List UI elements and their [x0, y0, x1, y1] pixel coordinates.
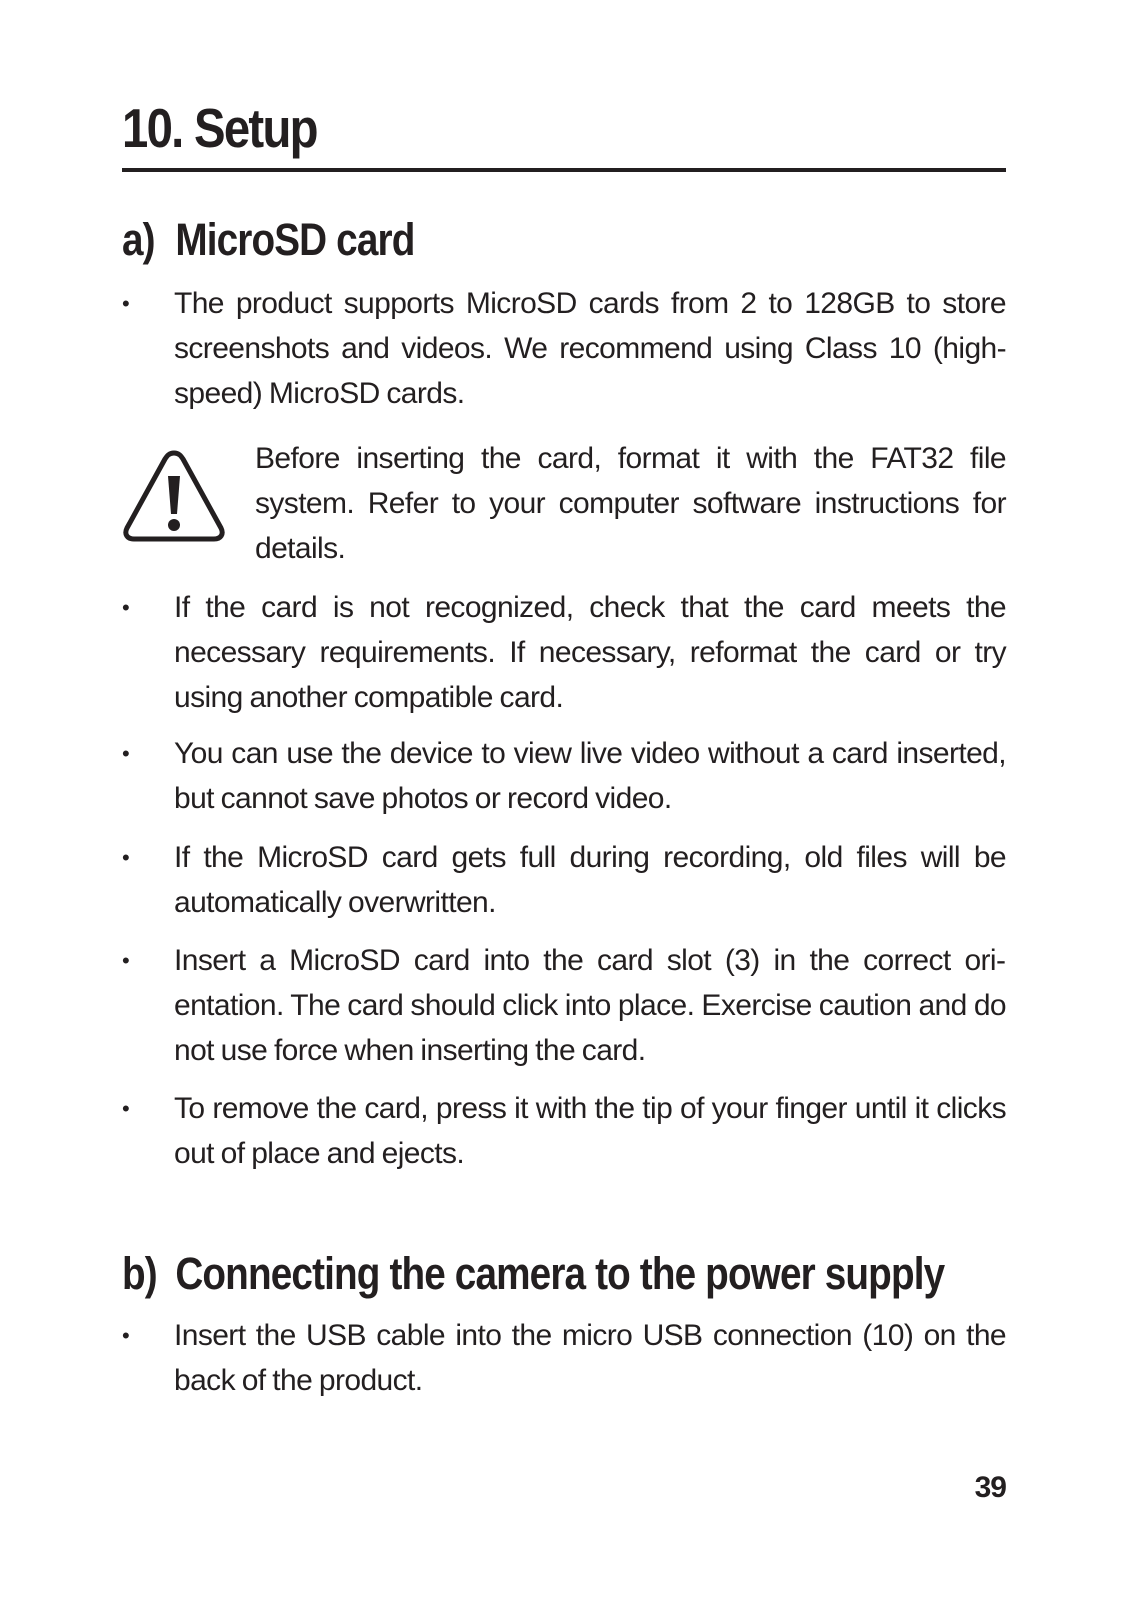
list-item-text: The product supports MicroSD cards from 2 to 128GB to store screenshots and videos. We recommend using Class 10 (high-speed) MicroSD cards.: [174, 287, 1006, 410]
bullet: •: [122, 1323, 130, 1348]
list-item-text: If the MicroSD card gets full during recording, old files will be automatically overwritten.: [174, 841, 1006, 919]
list-item-text: If the card is not recognized, check that the card meets the necessary requirements. If necessary, reformat the card or try using another compatible card.: [174, 591, 1006, 714]
section-b-title: Connecting the camera to the power supply: [175, 1248, 945, 1299]
page-number: 39: [974, 1471, 1006, 1504]
warning-note-text: Before inserting the card, format it with the FAT32 file system. Refer to your computer software instructions for details.: [255, 442, 1006, 565]
bullet: •: [122, 948, 130, 973]
section-a-heading: [122, 212, 414, 268]
bullet: •: [122, 291, 130, 316]
bullet: •: [122, 1096, 130, 1121]
list-item-text: Insert the USB cable into the micro USB connection (10) on the back of the product.: [174, 1319, 1006, 1397]
list-item-text: To remove the card, press it with the tip of your finger until it clicks out of place and ejects.: [174, 1092, 1006, 1170]
section-b-heading: [122, 1246, 944, 1302]
bullet: •: [122, 845, 130, 870]
title-divider: [122, 168, 1006, 172]
bullet: •: [122, 741, 130, 766]
page-title: 10. Setup: [122, 97, 317, 159]
list-item-text: Insert a MicroSD card into the card slot (3) in the correct orientation. The card should click into place. Exercise caution and do not use force when inserting the card.: [174, 944, 1006, 1067]
list-item-text: You can use the device to view live video without a card inserted, but cannot save photos or record video.: [174, 737, 1006, 815]
section-a-title: MicroSD card: [175, 214, 415, 265]
bullet: •: [122, 595, 130, 620]
section-b-label: b): [122, 1248, 157, 1299]
warning-note: [122, 436, 1006, 576]
warning-triangle-icon: [122, 448, 226, 544]
manual-page: [122, 0, 1006, 1600]
section-a-label: a): [122, 214, 155, 265]
